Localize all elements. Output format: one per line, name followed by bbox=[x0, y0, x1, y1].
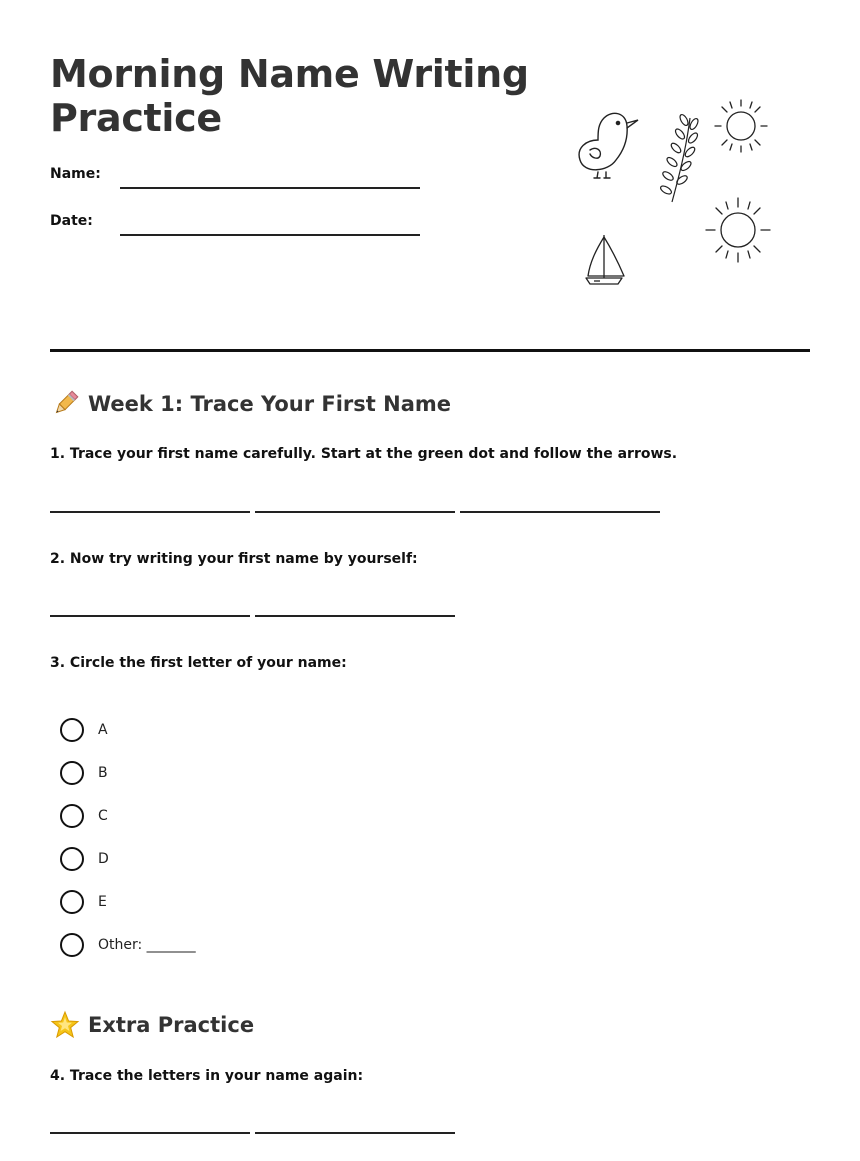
writing-line[interactable] bbox=[255, 1132, 455, 1134]
sun-icon bbox=[706, 198, 770, 262]
option-label: D bbox=[98, 851, 109, 867]
writing-line[interactable] bbox=[50, 511, 250, 513]
option-c[interactable] bbox=[60, 803, 108, 829]
option-other[interactable] bbox=[60, 932, 196, 958]
name-label: Name: bbox=[50, 166, 101, 182]
pencil-icon bbox=[50, 389, 80, 419]
section-heading-text: Extra Practice bbox=[88, 1013, 255, 1037]
writing-line[interactable] bbox=[255, 511, 455, 513]
question-3: 3. Circle the first letter of your name: bbox=[50, 655, 347, 671]
question-1: 1. Trace your first name carefully. Start at the green dot and follow the arrows. bbox=[50, 446, 678, 462]
section-divider bbox=[50, 349, 810, 352]
option-label: C bbox=[98, 808, 108, 824]
star-icon bbox=[50, 1010, 80, 1040]
question-4: 4. Trace the letters in your name again: bbox=[50, 1068, 364, 1084]
sailboat-icon bbox=[586, 235, 624, 284]
section-heading-text: Week 1: Trace Your First Name bbox=[88, 392, 451, 416]
leaf-branch-icon bbox=[659, 113, 699, 202]
bird-icon bbox=[579, 113, 638, 178]
writing-line[interactable] bbox=[460, 511, 660, 513]
date-label: Date: bbox=[50, 213, 93, 229]
name-field-line[interactable] bbox=[120, 187, 420, 189]
sun-icon bbox=[715, 100, 767, 152]
clipart-group bbox=[560, 90, 790, 300]
option-label: Other: _______ bbox=[98, 937, 196, 953]
radio-circle[interactable] bbox=[60, 804, 84, 828]
option-label: A bbox=[98, 722, 108, 738]
radio-circle[interactable] bbox=[60, 890, 84, 914]
page-title: Morning Name Writing Practice bbox=[50, 52, 529, 140]
writing-line[interactable] bbox=[50, 1132, 250, 1134]
section-heading-extra bbox=[50, 1009, 254, 1041]
writing-line[interactable] bbox=[255, 615, 455, 617]
date-field-line[interactable] bbox=[120, 234, 420, 236]
radio-circle[interactable] bbox=[60, 718, 84, 742]
option-d[interactable] bbox=[60, 846, 109, 872]
option-a[interactable] bbox=[60, 717, 108, 743]
radio-circle[interactable] bbox=[60, 761, 84, 785]
writing-line[interactable] bbox=[50, 615, 250, 617]
option-label: B bbox=[98, 765, 108, 781]
radio-circle[interactable] bbox=[60, 933, 84, 957]
option-b[interactable] bbox=[60, 760, 108, 786]
option-e[interactable] bbox=[60, 889, 107, 915]
option-label: E bbox=[98, 894, 107, 910]
question-2: 2. Now try writing your first name by yourself: bbox=[50, 551, 418, 567]
radio-circle[interactable] bbox=[60, 847, 84, 871]
section-heading-week1 bbox=[50, 388, 451, 420]
